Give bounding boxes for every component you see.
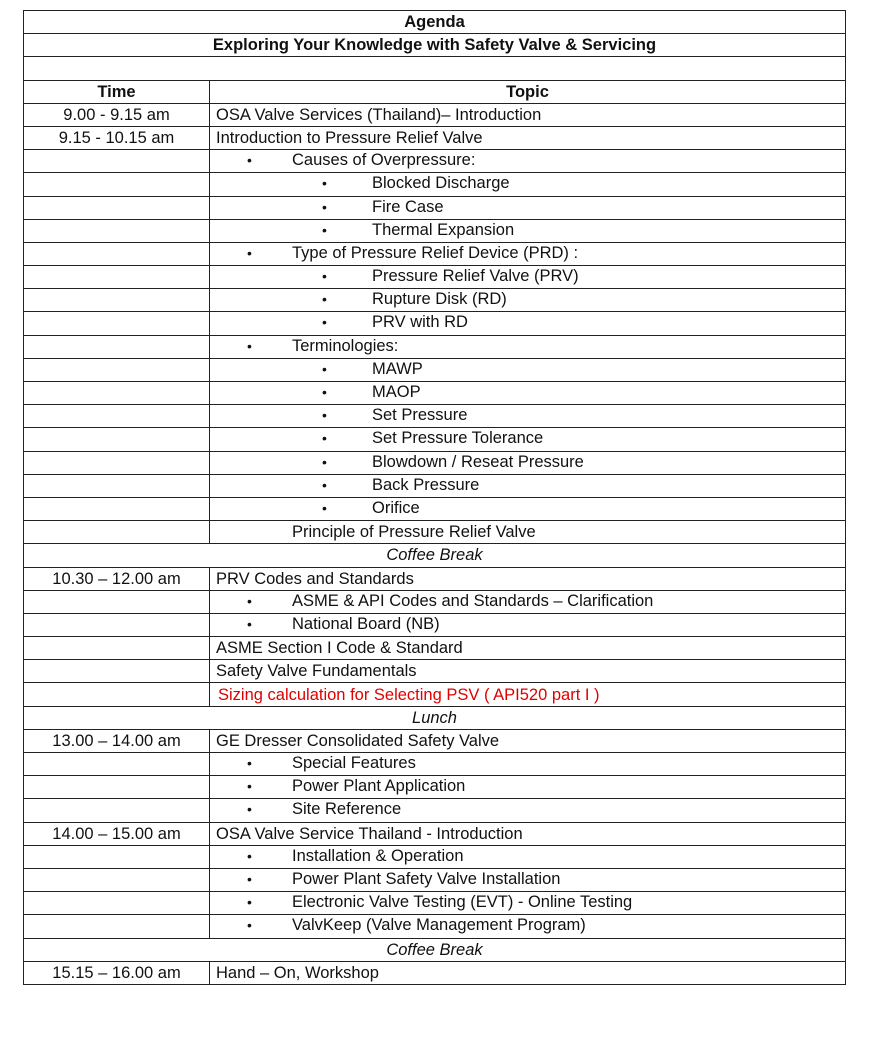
agenda-title: Agenda xyxy=(24,11,846,34)
bullet-icon: • xyxy=(322,221,327,238)
time-cell xyxy=(24,892,210,915)
agenda-row xyxy=(24,103,846,126)
bullet-icon: • xyxy=(247,778,252,795)
time-cell xyxy=(24,242,210,265)
topic-text: Introduction to Pressure Relief Valve xyxy=(216,129,483,148)
time-cell xyxy=(24,845,210,868)
agenda-row xyxy=(24,868,846,891)
time-cell xyxy=(24,613,210,636)
topic-text: Fire Case xyxy=(372,197,444,216)
agenda-row xyxy=(24,892,846,915)
time-cell: 14.00 – 15.00 am xyxy=(24,822,210,845)
topic-cell xyxy=(210,405,846,428)
agenda-row xyxy=(24,521,846,544)
agenda-row xyxy=(24,312,846,335)
topic-cell xyxy=(210,451,846,474)
agenda-row xyxy=(24,335,846,358)
topic-text: PRV Codes and Standards xyxy=(216,569,414,588)
topic-cell xyxy=(210,637,846,660)
time-cell xyxy=(24,660,210,683)
topic-text: Installation & Operation xyxy=(292,846,464,865)
topic-cell xyxy=(210,126,846,149)
agenda-row xyxy=(24,196,846,219)
agenda-row xyxy=(24,173,846,196)
topic-text: ASME Section I Code & Standard xyxy=(216,639,463,658)
topic-cell xyxy=(210,312,846,335)
agenda-row xyxy=(24,451,846,474)
topic-text: Special Features xyxy=(292,754,416,772)
time-cell xyxy=(24,150,210,173)
topic-cell xyxy=(210,150,846,173)
topic-text: GE Dresser Consolidated Safety Valve xyxy=(216,731,500,750)
break-label: Coffee Break xyxy=(24,938,846,961)
topic-cell xyxy=(210,892,846,915)
time-cell xyxy=(24,590,210,613)
agenda-row xyxy=(24,497,846,520)
topic-text: Thermal Expansion xyxy=(372,220,515,239)
bullet-icon: • xyxy=(322,314,327,331)
bullet-icon: • xyxy=(247,244,252,261)
time-cell xyxy=(24,799,210,822)
time-cell xyxy=(24,521,210,544)
agenda-row xyxy=(24,382,846,405)
topic-text: Back Pressure xyxy=(372,475,480,494)
bullet-icon: • xyxy=(322,453,327,470)
topic-cell xyxy=(210,358,846,381)
topic-cell xyxy=(210,266,846,289)
agenda-subtitle: Exploring Your Knowledge with Safety Valve & Servicing xyxy=(24,34,846,57)
topic-text: OSA Valve Services (Thailand)– Introduction xyxy=(216,105,542,124)
topic-text: ASME & API Codes and Standards – Clarification xyxy=(292,591,654,610)
time-header: Time xyxy=(24,80,210,103)
topic-cell xyxy=(210,567,846,590)
topic-text: MAWP xyxy=(372,359,423,378)
topic-text: Pressure Relief Valve (PRV) xyxy=(372,267,579,286)
time-cell xyxy=(24,753,210,776)
topic-cell xyxy=(210,335,846,358)
topic-text: Rupture Disk (RD) xyxy=(372,290,507,309)
agenda-row xyxy=(24,845,846,868)
topic-cell xyxy=(210,428,846,451)
break-row xyxy=(24,544,846,567)
topic-cell xyxy=(210,474,846,497)
agenda-row xyxy=(24,637,846,660)
topic-cell xyxy=(210,660,846,683)
topic-text: Electronic Valve Testing (EVT) - Online Testing xyxy=(292,893,633,912)
bullet-icon: • xyxy=(247,152,252,169)
topic-text: Set Pressure xyxy=(372,406,468,425)
topic-cell xyxy=(210,196,846,219)
topic-text: Terminologies: xyxy=(292,336,399,355)
time-cell: 10.30 – 12.00 am xyxy=(24,567,210,590)
topic-cell xyxy=(210,219,846,242)
spacer-cell xyxy=(24,57,846,80)
topic-text: OSA Valve Service Thailand - Introduction xyxy=(216,824,523,843)
agenda-row xyxy=(24,683,846,706)
header-row xyxy=(24,80,846,103)
topic-cell xyxy=(210,521,846,544)
bullet-icon: • xyxy=(322,291,327,308)
bullet-icon: • xyxy=(322,268,327,285)
time-cell xyxy=(24,868,210,891)
break-row xyxy=(24,706,846,729)
agenda-row xyxy=(24,567,846,590)
time-cell xyxy=(24,405,210,428)
agenda-row xyxy=(24,358,846,381)
bullet-icon: • xyxy=(322,430,327,447)
topic-text: Blowdown / Reseat Pressure xyxy=(372,452,584,471)
bullet-icon: • xyxy=(322,476,327,493)
topic-cell xyxy=(210,590,846,613)
topic-cell xyxy=(210,173,846,196)
topic-cell xyxy=(210,683,846,706)
agenda-row xyxy=(24,150,846,173)
topic-cell xyxy=(210,915,846,938)
topic-cell xyxy=(210,822,846,845)
topic-text: Power Plant Safety Valve Installation xyxy=(292,869,561,888)
topic-cell xyxy=(210,242,846,265)
time-cell xyxy=(24,637,210,660)
topic-cell xyxy=(210,729,846,752)
topic-cell xyxy=(210,289,846,312)
topic-text: Hand – On, Workshop xyxy=(216,963,379,982)
time-cell: 9.15 - 10.15 am xyxy=(24,126,210,149)
topic-text: National Board (NB) xyxy=(292,614,440,633)
topic-text: Blocked Discharge xyxy=(372,174,510,193)
time-cell xyxy=(24,173,210,196)
topic-text: MAOP xyxy=(372,383,421,401)
topic-cell xyxy=(210,497,846,520)
topic-text: Principle of Pressure Relief Valve xyxy=(292,523,536,542)
topic-text: Set Pressure Tolerance xyxy=(372,429,544,448)
bullet-icon: • xyxy=(247,801,252,818)
topic-cell xyxy=(210,103,846,126)
agenda-row xyxy=(24,219,846,242)
topic-text: Type of Pressure Relief Device (PRD) : xyxy=(292,243,579,262)
time-cell: 13.00 – 14.00 am xyxy=(24,729,210,752)
topic-text: Orifice xyxy=(372,498,420,517)
topic-cell xyxy=(210,868,846,891)
time-cell xyxy=(24,497,210,520)
bullet-icon: • xyxy=(322,499,327,516)
agenda-row xyxy=(24,590,846,613)
time-cell xyxy=(24,474,210,497)
time-cell xyxy=(24,335,210,358)
topic-cell xyxy=(210,776,846,799)
bullet-icon: • xyxy=(247,847,252,864)
agenda-row xyxy=(24,776,846,799)
time-cell xyxy=(24,428,210,451)
agenda-row xyxy=(24,961,846,984)
bullet-icon: • xyxy=(247,870,252,887)
break-label: Lunch xyxy=(24,706,846,729)
time-cell: 9.00 - 9.15 am xyxy=(24,103,210,126)
break-row xyxy=(24,938,846,961)
bullet-icon: • xyxy=(322,198,327,215)
time-cell xyxy=(24,358,210,381)
time-cell xyxy=(24,196,210,219)
topic-cell xyxy=(210,845,846,868)
time-cell xyxy=(24,382,210,405)
agenda-row xyxy=(24,242,846,265)
bullet-icon: • xyxy=(322,407,327,424)
bullet-icon: • xyxy=(247,894,252,911)
break-label: Coffee Break xyxy=(24,544,846,567)
agenda-row xyxy=(24,753,846,776)
time-cell xyxy=(24,219,210,242)
topic-text: PRV with RD xyxy=(372,313,468,332)
time-cell xyxy=(24,289,210,312)
spacer-row xyxy=(24,57,846,80)
agenda-row xyxy=(24,126,846,149)
time-cell xyxy=(24,451,210,474)
topic-text: Causes of Overpressure: xyxy=(292,151,476,170)
agenda-body xyxy=(24,11,846,985)
agenda-row xyxy=(24,289,846,312)
topic-cell xyxy=(210,382,846,405)
topic-header: Topic xyxy=(210,80,846,103)
topic-text: Safety Valve Fundamentals xyxy=(216,662,417,681)
agenda-row xyxy=(24,729,846,752)
time-cell xyxy=(24,776,210,799)
time-cell xyxy=(24,266,210,289)
agenda-row xyxy=(24,915,846,938)
agenda-row xyxy=(24,799,846,822)
highlight-topic-text: Sizing calculation for Selecting PSV ( API520 part I ) xyxy=(218,685,600,704)
bullet-icon: • xyxy=(247,615,252,632)
agenda-row xyxy=(24,474,846,497)
bullet-icon: • xyxy=(322,360,327,377)
topic-text: Site Reference xyxy=(292,800,402,819)
bullet-icon: • xyxy=(247,917,252,934)
bullet-icon: • xyxy=(247,337,252,354)
agenda-table xyxy=(23,10,846,985)
agenda-row xyxy=(24,428,846,451)
bullet-icon: • xyxy=(247,755,252,771)
time-cell xyxy=(24,312,210,335)
subtitle-row xyxy=(24,34,846,57)
topic-cell xyxy=(210,753,846,776)
topic-text: Power Plant Application xyxy=(292,777,466,796)
agenda-row xyxy=(24,660,846,683)
topic-cell xyxy=(210,961,846,984)
time-cell: 15.15 – 16.00 am xyxy=(24,961,210,984)
time-cell xyxy=(24,915,210,938)
agenda-row xyxy=(24,405,846,428)
bullet-icon: • xyxy=(322,175,327,192)
bullet-icon: • xyxy=(322,384,327,400)
topic-text: ValvKeep (Valve Management Program) xyxy=(292,916,586,935)
agenda-row xyxy=(24,613,846,636)
bullet-icon: • xyxy=(247,592,252,609)
agenda-row xyxy=(24,822,846,845)
title-row xyxy=(24,11,846,34)
agenda-row xyxy=(24,266,846,289)
topic-cell xyxy=(210,799,846,822)
time-cell xyxy=(24,683,210,706)
topic-cell xyxy=(210,613,846,636)
